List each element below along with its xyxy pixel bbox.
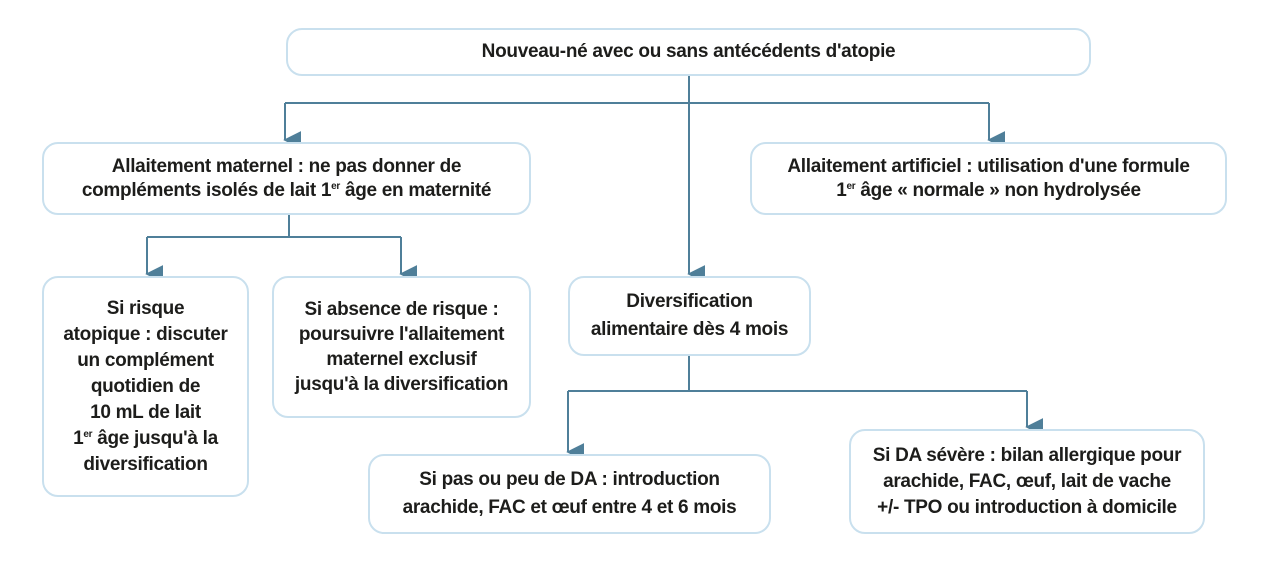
node-atopic-risk-line1: Si risque [106, 297, 185, 319]
node-severe-da-line1: Si DA sévère : bilan allergique pour [872, 444, 1182, 466]
node-formula-line2: 1 [836, 179, 847, 201]
node-atopic-risk-line3: un complément [77, 349, 214, 371]
node-diversification [568, 276, 811, 356]
node-atopic-risk-line5: 10 mL de lait [90, 401, 201, 423]
node-atopic-risk-line7: diversification [83, 453, 208, 475]
node-atopic-risk-sup: er [83, 428, 93, 440]
node-no-risk-line4: jusqu'à la diversification [294, 374, 509, 395]
node-diversification-line2: alimentaire dès 4 mois [590, 319, 789, 340]
node-severe-da-line2: arachide, FAC, œuf, lait de vache [883, 470, 1171, 492]
node-atopic-risk-line6: 1 [73, 427, 84, 449]
node-formula-sup: er [846, 180, 856, 192]
node-atopic-risk-line2: atopique : discuter [63, 323, 228, 345]
node-no-risk [272, 276, 531, 418]
node-breastfeeding-line2: compléments isolés de lait 1 [81, 179, 332, 201]
node-newborn-text: Nouveau-né avec ou sans antécédents d'atopie [481, 41, 896, 62]
node-formula-line2-end: âge « normale » non hydrolysée [855, 179, 1141, 201]
node-formula-line1: Allaitement artificiel : utilisation d'une formule [787, 155, 1190, 177]
node-mild-da [368, 454, 771, 534]
node-no-risk-line3: maternel exclusif [326, 349, 477, 370]
node-formula [750, 142, 1227, 215]
node-breastfeeding-line1: Allaitement maternel : ne pas donner de [111, 155, 462, 177]
node-breastfeeding [42, 142, 531, 215]
node-no-risk-line2: poursuivre l'allaitement [298, 324, 505, 345]
node-severe-da [849, 429, 1205, 534]
node-newborn [286, 28, 1091, 76]
node-severe-da-line3: +/- TPO ou introduction à domicile [877, 496, 1177, 518]
node-atopic-risk [42, 276, 249, 497]
node-atopic-risk-line6-end: âge jusqu'à la [92, 427, 218, 449]
node-breastfeeding-sup: er [331, 180, 340, 192]
node-breastfeeding-line2-end: âge en maternité [339, 179, 492, 201]
node-mild-da-line1: Si pas ou peu de DA : introduction [419, 469, 720, 490]
node-mild-da-line2: arachide, FAC et œuf entre 4 et 6 mois [402, 497, 737, 518]
node-atopic-risk-line4: quotidien de [90, 375, 201, 397]
node-diversification-line1: Diversification [626, 291, 753, 312]
node-no-risk-line1: Si absence de risque : [304, 299, 499, 320]
